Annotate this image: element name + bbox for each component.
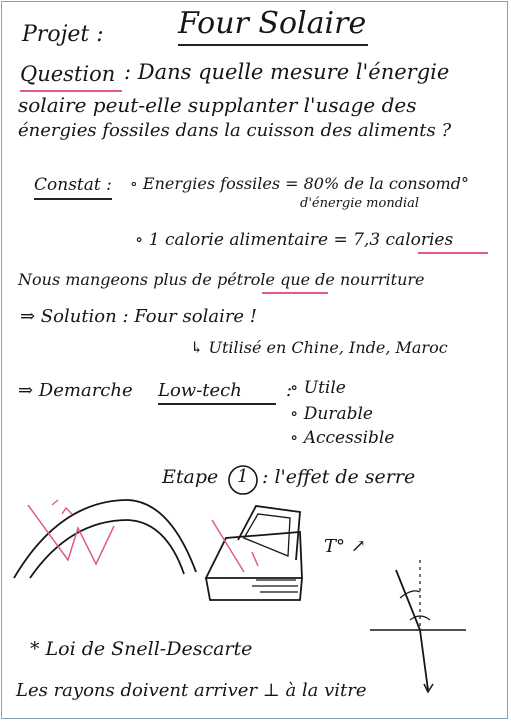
demarche-prefix: ⇒ Demarche (18, 380, 133, 401)
etape-number-circle (229, 466, 257, 494)
demarche-item-2: ∘ Durable (290, 404, 373, 424)
constat-item-1-cont: d'énergie mondial (300, 196, 420, 211)
question-line-2: solaire peut-elle supplanter l'usage des (18, 93, 417, 117)
page-title: Four Solaire (178, 6, 367, 41)
solution-line: ⇒ Solution : Four solaire ! (20, 306, 258, 327)
demarche-label: Low-tech (158, 380, 242, 401)
etape-after: : l'effet de serre (262, 466, 416, 488)
question-label: Question (20, 62, 116, 86)
projet-label: Projet : (22, 22, 104, 47)
demarche-item-3: ∘ Accessible (290, 428, 395, 448)
snell-line: * Loi de Snell-Descarte (30, 638, 253, 660)
etape-before: Etape (162, 466, 219, 488)
statement-highlight: pétrole (216, 270, 275, 289)
solution-sub: ↳ Utilisé en Chine, Inde, Maroc (190, 338, 448, 357)
demarche-colon: : (286, 380, 293, 401)
constat-label: Constat : (34, 175, 112, 195)
constat-item-1: ∘ Energies fossiles = 80% de la consomd° (130, 174, 469, 193)
temperature-label: T° ↗ (324, 536, 366, 557)
etape-number: 1 (237, 466, 249, 487)
demarche-item-1: ∘ Utile (290, 378, 346, 398)
statement-after: que de nourriture (280, 270, 425, 289)
constat-item-2: ∘ 1 calorie alimentaire = 7,3 calories (135, 230, 454, 250)
statement-before: Nous mangeons plus de (18, 270, 212, 289)
question-line-3: énergies fossiles dans la cuisson des aliments ? (18, 120, 452, 141)
solar-box-sketch (206, 506, 302, 600)
greenhouse-dome-sketch (14, 500, 196, 578)
refraction-sketch (370, 560, 466, 692)
snell-last-line: Les rayons doivent arriver ⊥ à la vitre (16, 680, 367, 701)
question-line-1: : Dans quelle mesure l'énergie (124, 60, 450, 84)
